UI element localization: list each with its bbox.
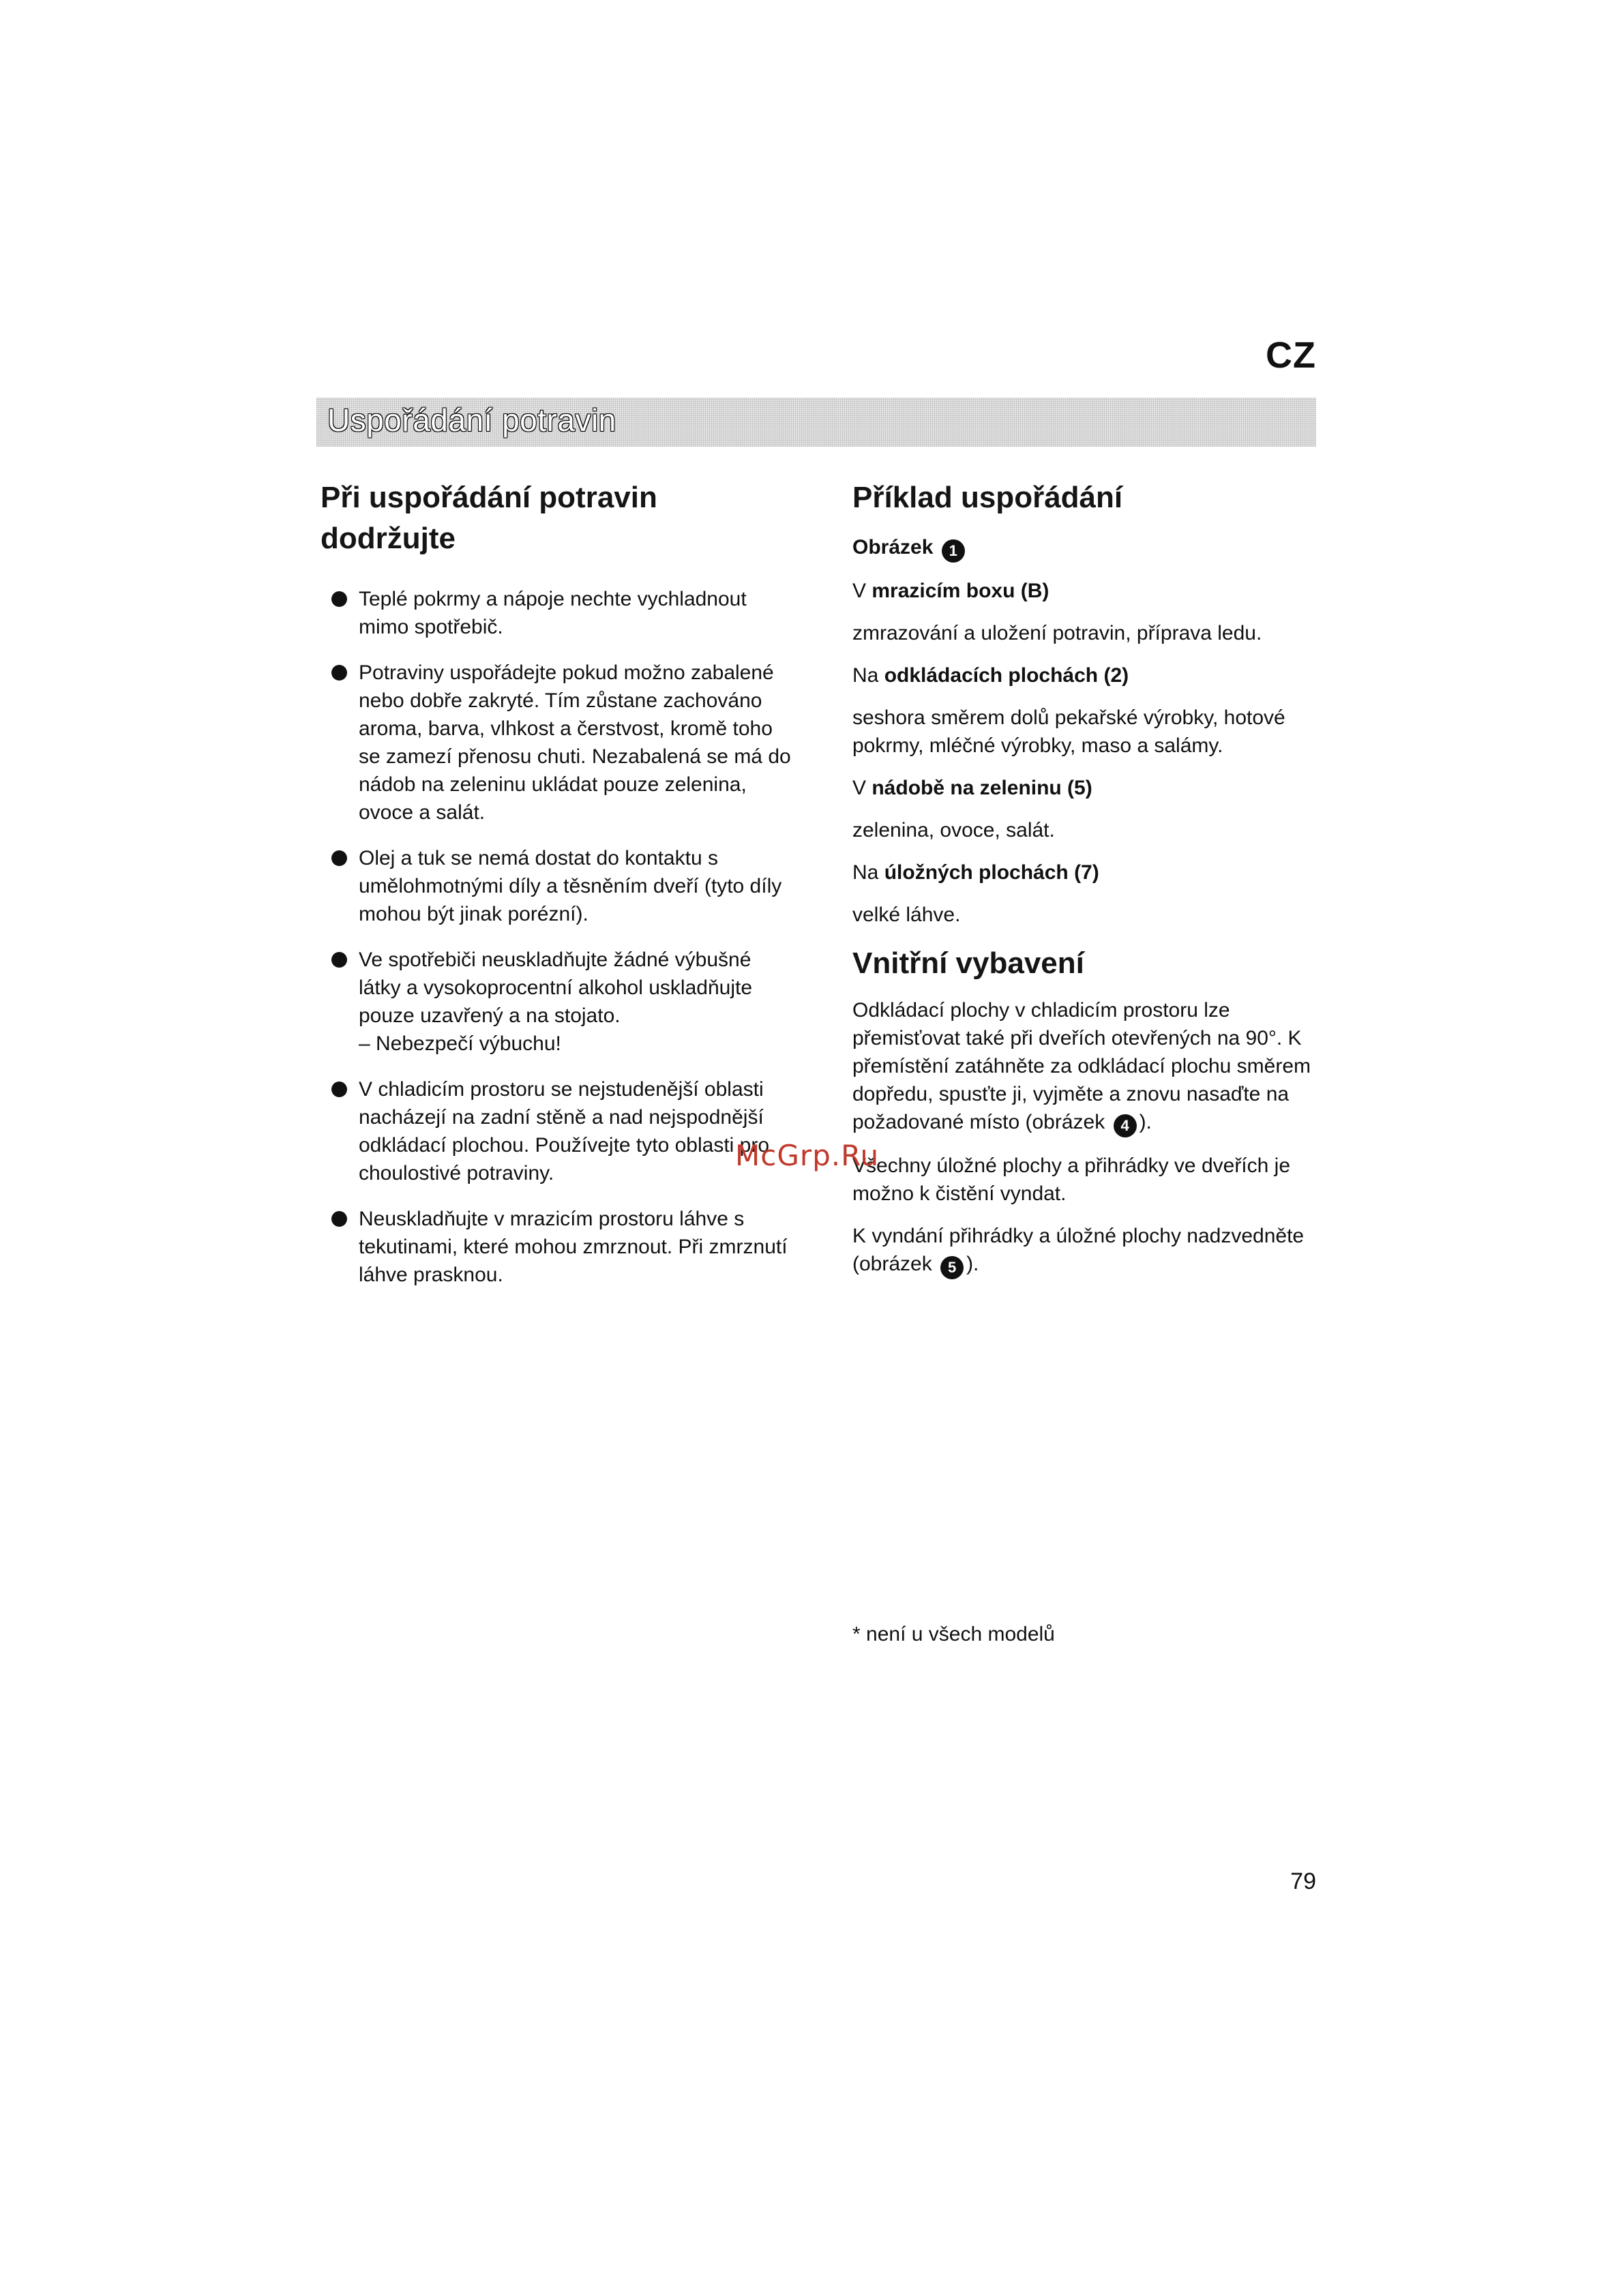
item-text: zelenina, ovoce, salát. [852,819,1055,841]
list-item [321,946,798,1058]
list-item-text: Neuskladňujte v mrazicím prostoru láhve s tekutinami, které mohou zmrznout. Při zmrznutí láhve prasknou. [359,1208,788,1286]
item-label: V nádobě na zeleninu (5) [852,777,1092,799]
paragraph-lift: K vyndání přihrádky a úložné plochy nadzvedněte (obrázek 5 ). [852,1222,1323,1279]
bullet-icon [331,850,347,866]
figure-number-icon: 1 [942,539,965,563]
bullet-icon [331,665,347,681]
bullet-icon [331,591,347,607]
bullet-list [321,585,798,1289]
item-text: zmrazování a uložení potravin, příprava ledu. [852,622,1262,644]
list-item-text: Ve spotřebiči neuskladňujte žádné výbušné látky a vysokoprocentní alkohol uskladňujte pouze uzavřený a na stojato. [359,949,753,1027]
item-label: Na odkládacích plochách (2) [852,664,1129,687]
bullet-icon [331,1082,347,1097]
list-item-text: Olej a tuk se nemá dostat do kontaktu s umělohmotnými díly a těsněním dveří (tyto díly mohou být jinak porézní). [359,847,782,925]
watermark: McGrp.Ru [735,1139,880,1172]
right-column [852,477,1323,1294]
page-number: 79 [1290,1868,1316,1894]
list-item [321,659,798,826]
item-text: seshora směrem dolů pekařské výrobky, hotové pokrmy, mléčné výrobky, maso a salámy. [852,706,1285,757]
explosion-warning: – Nebezpečí výbuchu! [359,1032,561,1055]
item-text: velké láhve. [852,904,961,926]
left-heading-line1: Při uspořádání potravin [321,481,657,514]
section-title-bar [316,398,1316,447]
figure-reference [852,533,1323,563]
figure-number-icon: 4 [1114,1114,1137,1137]
item-label: V mrazicím boxu (B) [852,580,1049,602]
list-item [321,585,798,641]
example-heading: Příklad uspořádání [852,481,1123,514]
bullet-icon [331,1211,347,1227]
list-item [321,1075,798,1187]
list-item-text: Teplé pokrmy a nápoje nechte vychladnout mimo spotřebič. [359,588,747,638]
left-heading-line2: dodržujte [321,522,456,555]
section-title: Uspořádání potravin [327,402,616,438]
item-label: Na úložných plochách (7) [852,861,1099,884]
bullet-icon [331,952,347,968]
list-item [321,1205,798,1289]
language-code: CZ [1266,335,1316,376]
list-item [321,844,798,928]
paragraph-shelves: Odkládací plochy v chladicím prostoru lze přemisťovat také při dveřích otevřených na 90°. K přemístění zatáhněte za odkládací plochu směrem dopředu, spusťte ji, vyjměte a znovu nasaďte na požadované místo (obrázek 4 ). [852,996,1323,1137]
interior-heading: Vnitřní vybavení [852,946,1084,980]
list-item-text: V chladicím prostoru se nejstudenější oblasti nacházejí na zadní stěně a nad nejspodnější odkládací plochou. Používejte tyto oblasti pro choulostivé potraviny. [359,1078,770,1184]
list-item-text: Potraviny uspořádejte pokud možno zabalené nebo dobře zakryté. Tím zůstane zachováno aroma, barva, vlhkost a čerstvost, kromě toho se zamezí přenosu chuti. Nezabalená se má do nádob na zeleninu ukládat pouze zelenina, ovoce a salát. [359,661,791,824]
footnote: * není u všech modelů [852,1623,1055,1645]
left-column [321,477,798,1307]
figure-label: Obrázek [852,536,934,558]
paragraph-removal: Všechny úložné plochy a přihrádky ve dveřích je možno k čistění vyndat. [852,1154,1291,1205]
left-heading [321,477,798,559]
figure-number-icon: 5 [940,1256,964,1279]
